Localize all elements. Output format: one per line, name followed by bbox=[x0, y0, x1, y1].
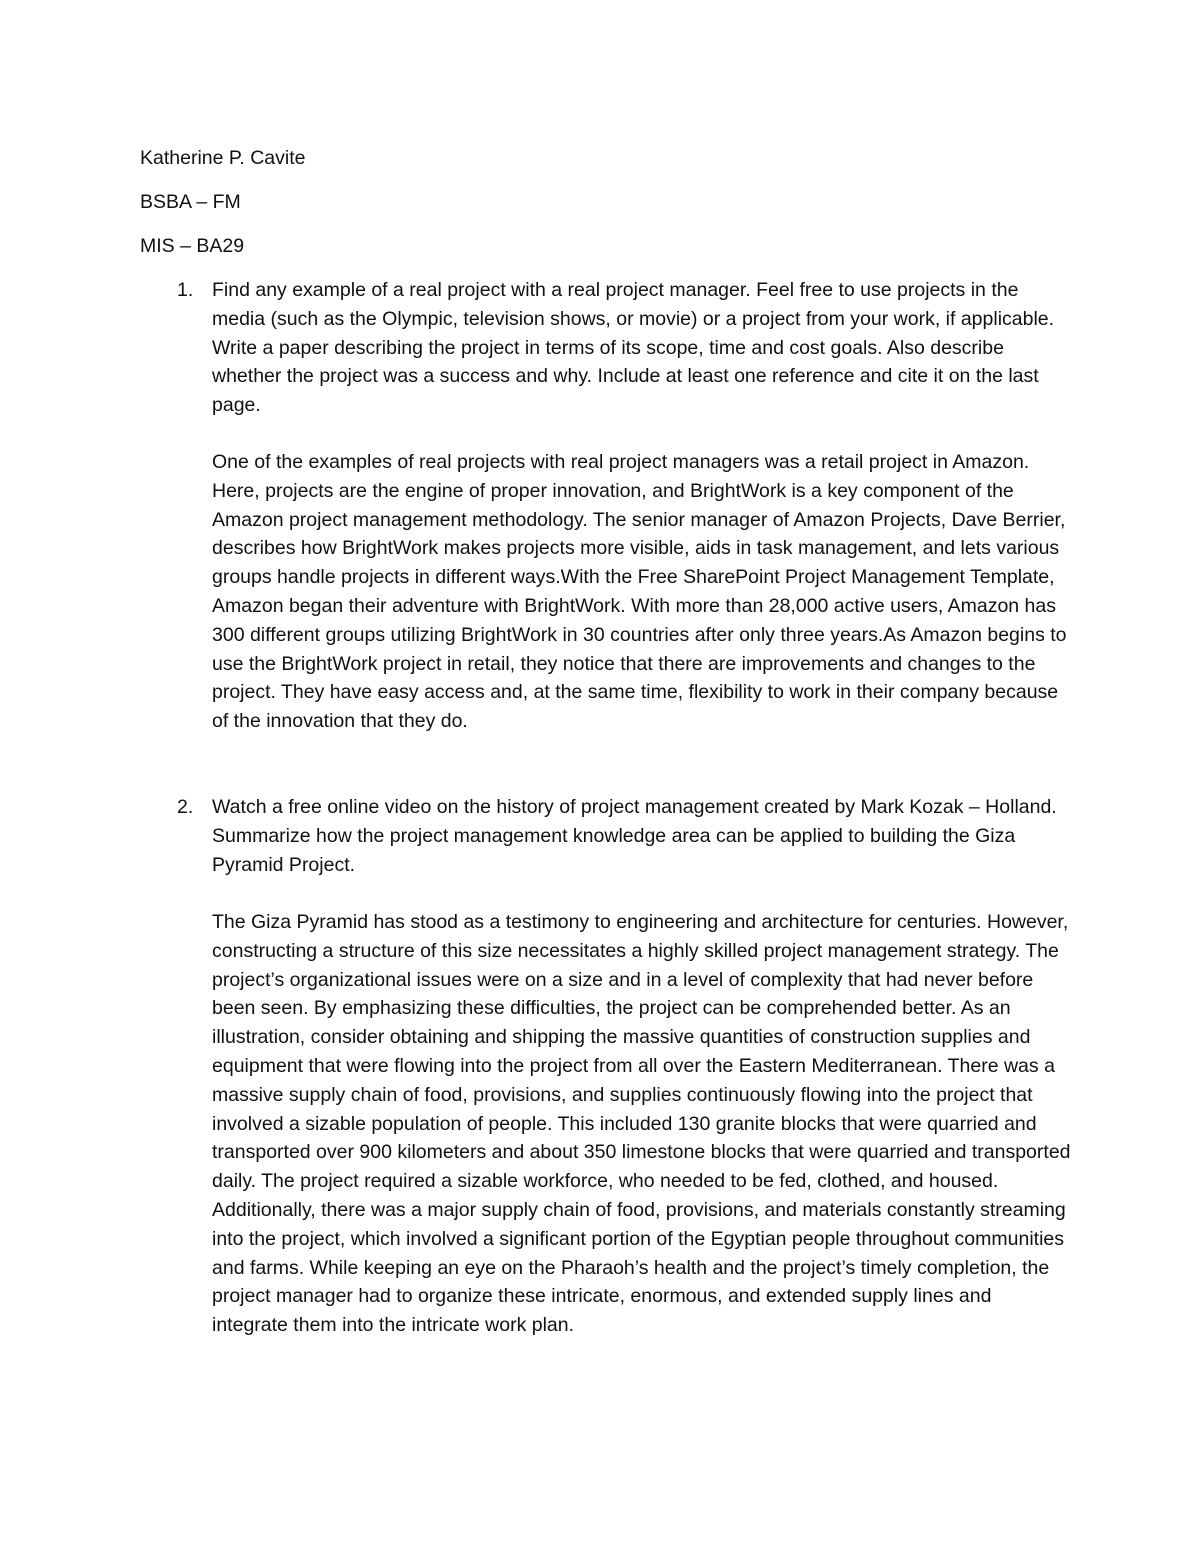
author-name: Katherine P. Cavite bbox=[140, 147, 306, 169]
program-line: BSBA – FM bbox=[140, 191, 241, 213]
question-answer: The Giza Pyramid has stood as a testimony to engineering and architecture for centuries. However, constructing a structure of this size necessitates a highly skilled project management strategy. The project’s organizational issues were on a size and in a level of complexity that had never before been seen. By emphasizing these difficulties, the project can be comprehended better. As an illustration, consider obtaining and shipping the massive quantities of construction supplies and equipment that were flowing into the project from all over the Eastern Mediterranean. There was a massive supply chain of food, provisions, and supplies continuously flowing into the project that involved a sizable population of people. This included 130 granite blocks that were quarried and transported over 900 kilometers and about 350 limestone blocks that were quarried and transported daily. The project required a sizable workforce, who needed to be fed, clothed, and housed. Additionally, there was a major supply chain of food, provisions, and materials constantly streaming into the project, which involved a significant portion of the Egyptian people throughout communities and farms. While keeping an eye on the Pharaoh’s health and the project’s timely completion, the project manager had to organize these intricate, enormous, and extended supply lines and integrate them into the intricate work plan. bbox=[212, 911, 1071, 1337]
course-line: MIS – BA29 bbox=[140, 235, 245, 257]
question-prompt: Find any example of a real project with a real project manager. Feel free to use projects in the media (such as the Olympic, television shows, or movie) or a project from your work, if applicable. Write a paper describing the project in terms of its scope, time and cost goals. Also describe whether the project was a success and why. Include at least one reference and cite it on the last page. bbox=[212, 279, 1055, 417]
question-answer: One of the examples of real projects with real project managers was a retail project in Amazon. Here, projects are the engine of proper innovation, and BrightWork is a key component of the Amazon project management methodology. The senior manager of Amazon Projects, Dave Berrier, describes how BrightWork makes projects more visible, aids in task management, and lets various groups handle projects in different ways.With the Free SharePoint Project Management Template, Amazon began their adventure with BrightWork. With more than 28,000 active users, Amazon has 300 different groups utilizing BrightWork in 30 countries after only three years.As Amazon begins to use the BrightWork project in retail, they notice that there are improvements and changes to the project. They have easy access and, at the same time, flexibility to work in their company because of the innovation that they do. bbox=[212, 451, 1067, 733]
question-number: 2. bbox=[177, 796, 194, 818]
question-prompt: Watch a free online video on the history of project management created by Mark Kozak – Holland. Summarize how the project management knowledge area can be applied to building the Giza Pyramid Project. bbox=[212, 796, 1057, 876]
question-number: 1. bbox=[177, 279, 194, 301]
